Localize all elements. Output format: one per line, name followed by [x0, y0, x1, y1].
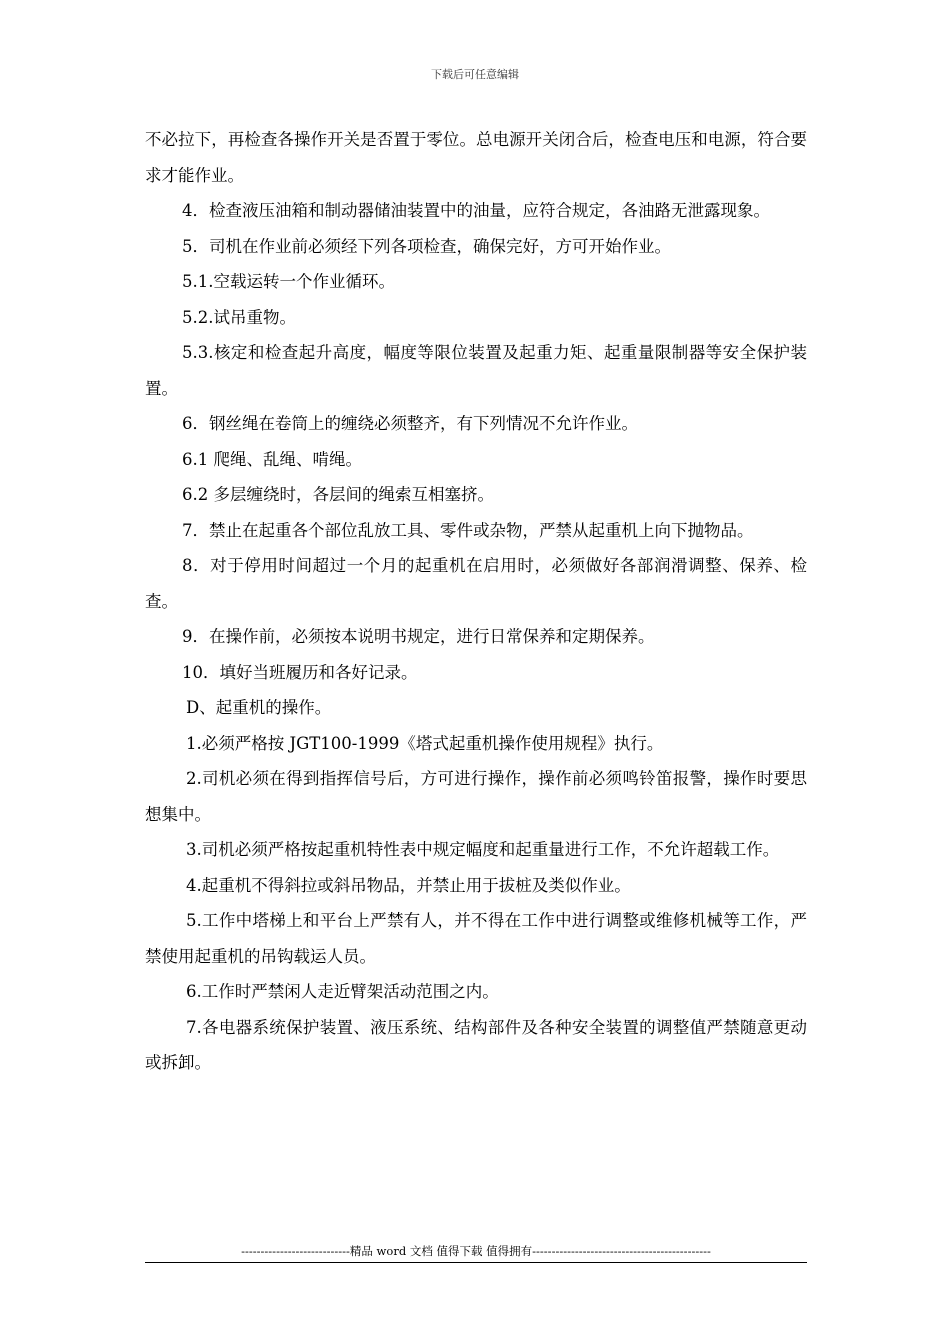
document-body	[145, 122, 807, 1081]
section-heading: D、起重机的操作。	[186, 698, 332, 717]
paragraph: 7.各电器系统保护装置、液压系统、结构部件及各种安全装置的调整值严禁随意更动或拆卸。	[145, 1017, 807, 1072]
paragraph: 1.必须严格按 JGT100-1999《塔式起重机操作使用规程》执行。	[186, 733, 664, 753]
paragraph: 5．司机在作业前必须经下列各项检查，确保完好，方可开始作业。	[182, 236, 671, 256]
paragraph: 6．钢丝绳在卷筒上的缠绕必须整齐，有下列情况不允许作业。	[182, 414, 638, 433]
paragraph: 7．禁止在起重各个部位乱放工具、零件或杂物，严禁从起重机上向下抛物品。	[182, 520, 754, 540]
paragraph: 9．在操作前，必须按本说明书规定，进行日常保养和定期保养。	[182, 627, 655, 646]
paragraph: 5.工作中塔梯上和平台上严禁有人，并不得在工作中进行调整或维修机械等工作，严禁使用起重机的吊钩载运人员。	[145, 911, 807, 966]
paragraph: 2.司机必须在得到指挥信号后，方可进行操作，操作前必须鸣铃笛报警，操作时要思想集中。	[145, 769, 807, 824]
paragraph: 4.起重机不得斜拉或斜吊物品，并禁止用于拔桩及类似作业。	[186, 875, 631, 895]
paragraph: 4．检查液压油箱和制动器储油装置中的油量，应符合规定，各油路无泄露现象。	[182, 201, 770, 220]
paragraph: 8．对于停用时间超过一个月的起重机在启用时，必须做好各部润滑调整、保养、检查。	[145, 556, 807, 611]
paragraph: 不必拉下，再检查各操作开关是否置于零位。总电源开关闭合后，检查电压和电源，符合要求才能作业。	[145, 130, 807, 185]
paragraph: 6.1 爬绳、乱绳、啃绳。	[182, 449, 362, 469]
paragraph: 6.工作时严禁闲人走近臂架活动范围之内。	[186, 982, 499, 1001]
paragraph: 5.2.试吊重物。	[182, 307, 296, 327]
footer-rule	[145, 1262, 807, 1263]
paragraph: 5.3.核定和检查起升高度，幅度等限位装置及起重力矩、起重量限制器等安全保护装置。	[145, 343, 807, 398]
page-footer: ----------------------------精品 word 文档 值得下载 值得拥有----------------------------------------------	[241, 1244, 711, 1258]
paragraph: 5.1.空载运转一个作业循环。	[182, 272, 395, 291]
paragraph: 10．填好当班履历和各好记录。	[182, 662, 418, 682]
paragraph: 6.2 多层缠绕时，各层间的绳索互相塞挤。	[182, 485, 494, 504]
page-header: 下载后可任意编辑	[431, 68, 519, 81]
paragraph: 3.司机必须严格按起重机特性表中规定幅度和起重量进行工作，不允许超载工作。	[186, 840, 780, 859]
